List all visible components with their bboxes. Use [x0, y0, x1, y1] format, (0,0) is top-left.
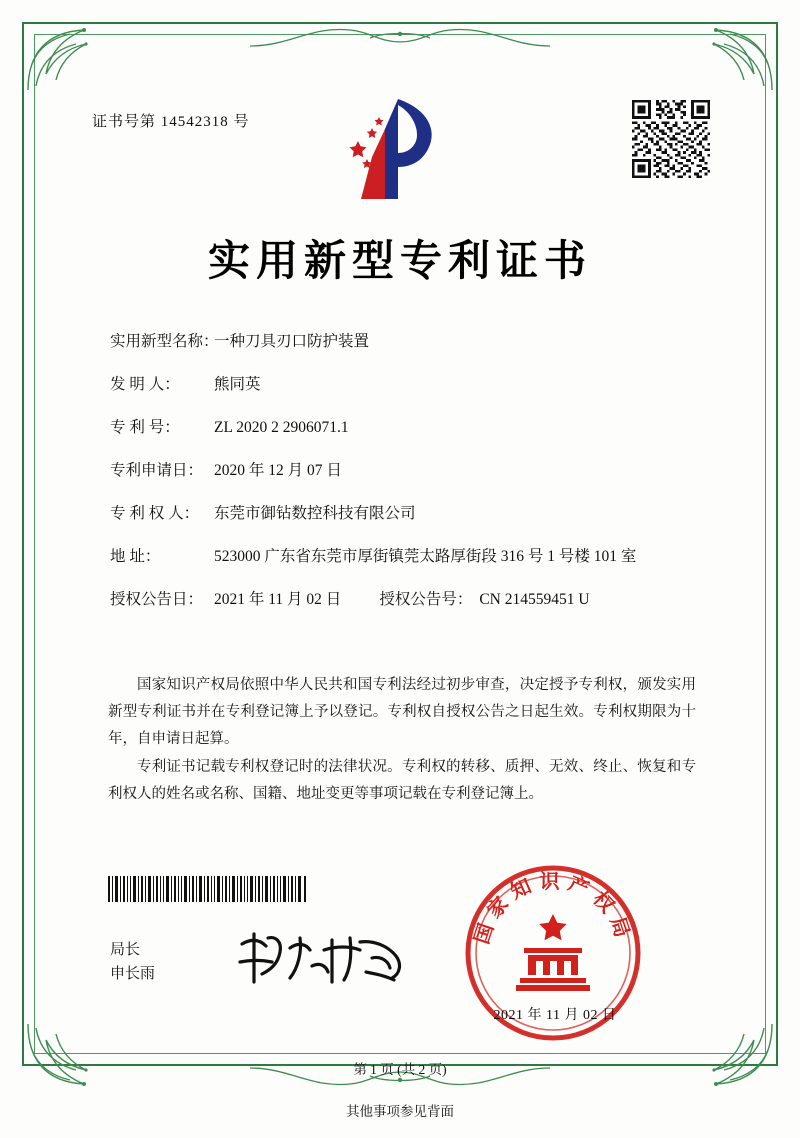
- signature-block: [110, 938, 155, 986]
- footer-note: 其他事项参见背面: [346, 1104, 454, 1119]
- field-label: 专利申请日：: [110, 462, 204, 480]
- paragraph-2: 专利证书记载专利权登记时的法律状况。专利权的转移、质押、无效、终止、恢复和专利权人的姓名或名称、国籍、地址变更等事项记载在专利登记簿上。: [108, 759, 696, 803]
- paragraph-1: 国家知识产权局依照中华人民共和国专利法经过初步审查，决定授予专利权，颁发实用新型专利证书并在专利登记簿上予以登记。专利权自授权公告之日起生效。专利权期限为十年，自申请日起算。: [108, 677, 696, 747]
- field-label: 专 利 号：: [110, 419, 180, 437]
- field-value: 2020 年 12 月 07 日: [214, 462, 342, 480]
- field-label-grant-date: 授权公告日：: [110, 591, 204, 609]
- field-label: 发 明 人：: [110, 376, 180, 394]
- qr-code-icon: [632, 100, 710, 178]
- seal-date: 2021 年 11 月 02 日: [493, 1008, 617, 1023]
- field-label: 地 址：: [110, 548, 161, 566]
- field-label: 实用新型名称：: [110, 333, 219, 350]
- field-value-grant-number: CN 214559451 U: [479, 591, 590, 609]
- field-list: [110, 330, 710, 631]
- handwritten-signature-icon: [232, 922, 412, 994]
- field-value: 523000 广东省东莞市厚街镇莞太路厚街段 316 号 1 号楼 101 室: [214, 548, 637, 566]
- field-label: 专 利 权 人：: [110, 505, 200, 523]
- field-row-address: [110, 545, 710, 569]
- field-value: ZL 2020 2 2906071.1: [214, 419, 349, 437]
- field-label-grant-number: 授权公告号：: [379, 591, 473, 609]
- page-title: 实用新型专利证书: [207, 236, 592, 285]
- field-value: 熊同英: [214, 376, 261, 394]
- body-text: [108, 672, 696, 810]
- director-name-label: 申长雨: [110, 966, 156, 982]
- barcode: [108, 876, 308, 902]
- certificate-number: 证书号第 14542318 号: [92, 114, 250, 130]
- field-row-patent-number: [110, 416, 710, 440]
- field-row-name: [110, 330, 710, 354]
- field-value: 一种刀具刃口防护装置: [214, 333, 370, 350]
- page-number: 第 1 页 (共 2 页): [353, 1062, 447, 1077]
- field-row-grant-info: [110, 588, 710, 612]
- svg-text:国家知识产权局: 国家知识产权局: [470, 871, 636, 947]
- field-value-grant-date: 2021 年 11 月 02 日: [214, 591, 342, 609]
- field-row-inventor: [110, 373, 710, 397]
- cnipa-logo-icon: [341, 95, 459, 203]
- field-row-patentee: [110, 502, 710, 526]
- field-value: 东莞市御钻数控科技有限公司: [214, 505, 416, 523]
- field-row-application-date: [110, 459, 710, 483]
- director-role-label: 局长: [110, 942, 141, 958]
